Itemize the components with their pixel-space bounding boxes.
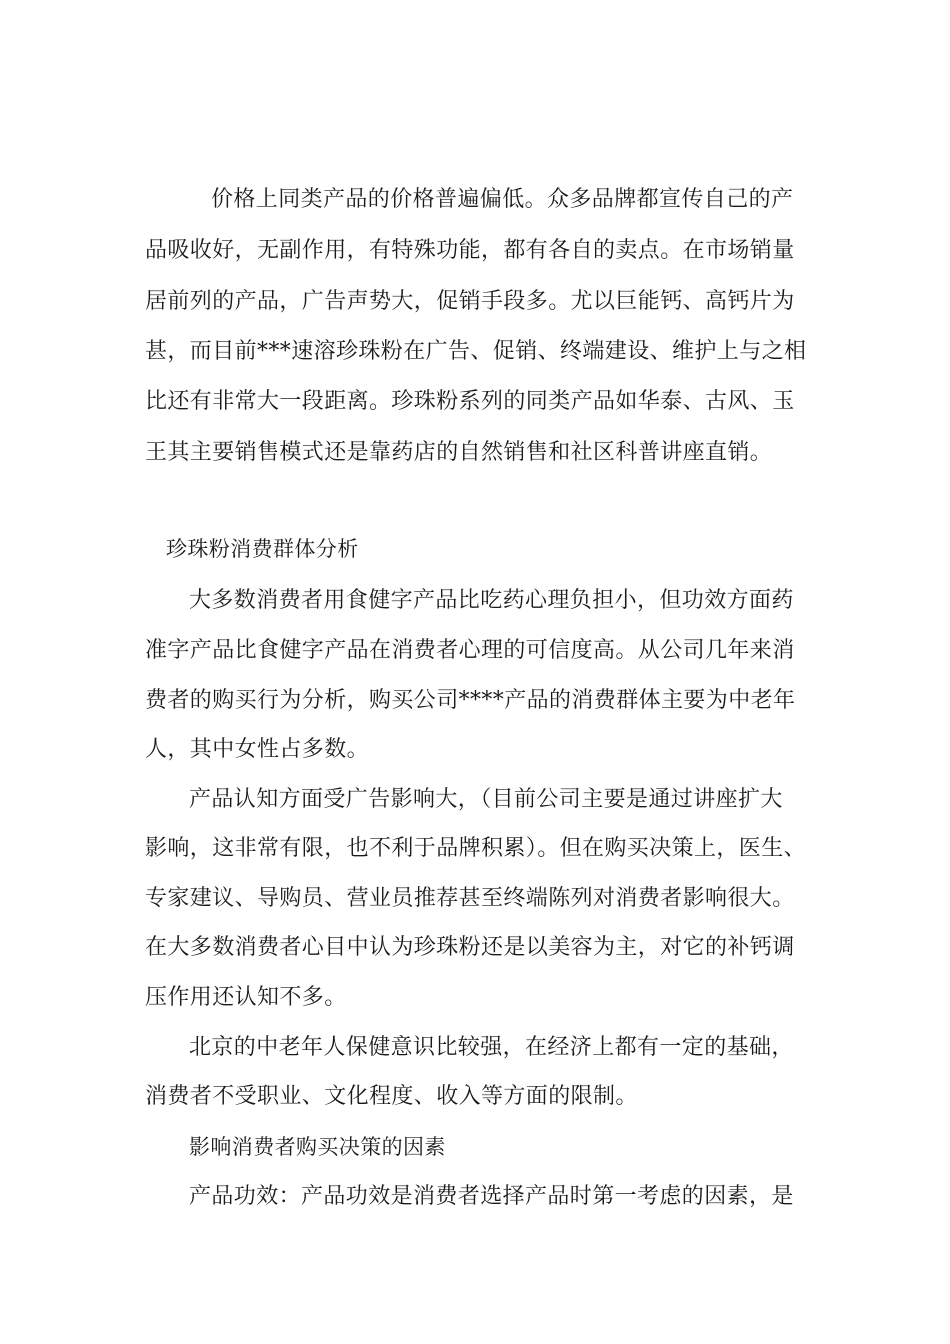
- paragraph-5-line-1: 产品功效：产品功效是消费者选择产品时第一考虑的因素，是: [189, 1184, 794, 1209]
- paragraph-1-line-5: 比还有非常大一段距离。珍珠粉系列的同类产品如华泰、古风、玉: [145, 389, 795, 414]
- paragraph-3-line-1: 产品认知方面受广告影响大，（目前公司主要是通过讲座扩大: [189, 787, 783, 812]
- section-heading-consumer-analysis: 珍珠粉消费群体分析: [166, 537, 359, 561]
- paragraph-1-line-2: 品吸收好，无副作用，有特殊功能，都有各自的卖点。在市场销量: [145, 238, 795, 263]
- paragraph-3-line-3: 专家建议、导购员、营业员推荐甚至终端陈列对消费者影响很大。: [145, 886, 795, 911]
- paragraph-1-line-1: 价格上同类产品的价格普遍偏低。众多品牌都宣传自己的产: [211, 187, 794, 212]
- paragraph-1-line-3: 居前列的产品，广告声势大，促销手段多。尤以巨能钙、高钙片为: [145, 289, 795, 314]
- section-heading-purchase-factors: 影响消费者购买决策的因素: [189, 1135, 446, 1159]
- paragraph-3-line-4: 在大多数消费者心目中认为珍珠粉还是以美容为主，对它的补钙调: [145, 935, 795, 960]
- paragraph-4-line-2: 消费者不受职业、文化程度、收入等方面的限制。: [145, 1084, 638, 1109]
- paragraph-4-line-1: 北京的中老年人保健意识比较强，在经济上都有一定的基础，: [189, 1035, 794, 1060]
- paragraph-2-line-2: 准字产品比食健字产品在消费者心理的可信度高。从公司几年来消: [145, 638, 795, 663]
- paragraph-2-line-1: 大多数消费者用食健字产品比吃药心理负担小，但功效方面药: [189, 588, 794, 613]
- paragraph-1-line-6: 王其主要销售模式还是靠药店的自然销售和社区科普讲座直销。: [145, 440, 773, 465]
- paragraph-2-line-3: 费者的购买行为分析，购买公司****产品的消费群体主要为中老年: [145, 688, 796, 713]
- paragraph-3-line-2: 影响，这非常有限，也不利于品牌积累）。但在购买决策上，医生、: [145, 836, 807, 861]
- paragraph-1-line-4: 甚，而目前***速溶珍珠粉在广告、促销、终端建设、维护上与之相: [145, 339, 807, 364]
- paragraph-3-line-5: 压作用还认知不多。: [145, 985, 347, 1010]
- paragraph-2-line-4: 人，其中女性占多数。: [145, 737, 370, 762]
